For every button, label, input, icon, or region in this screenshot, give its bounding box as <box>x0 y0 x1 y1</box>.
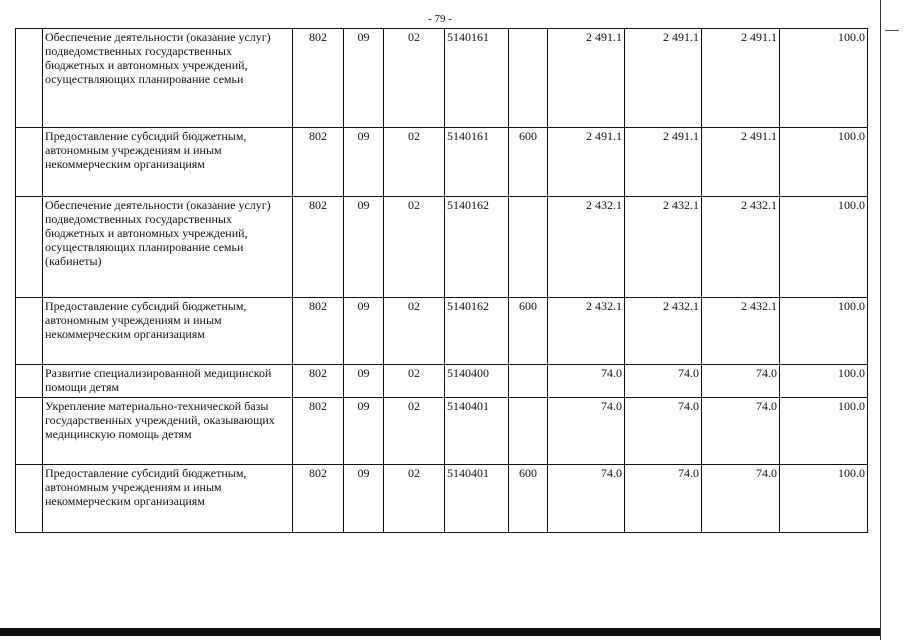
table-row <box>16 128 868 197</box>
table-row <box>16 298 868 365</box>
cell-subsection: 02 <box>384 128 445 197</box>
cell-plan-adjusted: 2 432.1 <box>625 298 702 365</box>
cell-plan: 2 432.1 <box>548 298 625 365</box>
cell-expense-type <box>509 197 548 298</box>
cell-plan-adjusted: 74.0 <box>625 465 702 533</box>
cell-article: 5140162 <box>445 298 509 365</box>
cell-subsection: 02 <box>384 465 445 533</box>
cell-plan-adjusted: 2 491.1 <box>625 128 702 197</box>
cell-plan: 74.0 <box>548 365 625 398</box>
row-margin-cell <box>16 128 43 197</box>
cell-section: 09 <box>344 29 384 128</box>
cell-executed: 74.0 <box>702 365 780 398</box>
cell-name: Развитие специализированной медицинской помощи детям <box>43 365 293 398</box>
cell-subsection: 02 <box>384 197 445 298</box>
cell-name: Предоставление субсидий бюджетным, автономным учреждениям и иным некоммерческим организациям <box>43 465 293 533</box>
page-number: - 79 - <box>428 13 452 25</box>
cell-percent: 100.0 <box>780 128 868 197</box>
cell-article: 5140400 <box>445 365 509 398</box>
cell-executed: 2 491.1 <box>702 128 780 197</box>
row-margin-cell <box>16 365 43 398</box>
cell-name: Предоставление субсидий бюджетным, автономным учреждениям и иным некоммерческим организациям <box>43 298 293 365</box>
cell-executed: 74.0 <box>702 465 780 533</box>
row-margin-cell <box>16 465 43 533</box>
cell-executed: 2 491.1 <box>702 29 780 128</box>
cell-article: 5140161 <box>445 128 509 197</box>
cell-article: 5140401 <box>445 398 509 465</box>
page-bottom-edge <box>0 628 880 636</box>
cell-article: 5140161 <box>445 29 509 128</box>
cell-percent: 100.0 <box>780 197 868 298</box>
cell-expense-type <box>509 398 548 465</box>
cell-section: 09 <box>344 465 384 533</box>
cell-article: 5140162 <box>445 197 509 298</box>
cell-section: 09 <box>344 128 384 197</box>
cell-ministry: 802 <box>293 298 344 365</box>
cell-plan: 74.0 <box>548 398 625 465</box>
row-margin-cell <box>16 197 43 298</box>
cell-percent: 100.0 <box>780 398 868 465</box>
cell-section: 09 <box>344 298 384 365</box>
budget-table <box>15 28 868 533</box>
cell-section: 09 <box>344 365 384 398</box>
cell-name: Обеспечение деятельности (оказание услуг) подведомственных государственных бюджетных и автономных учреждений, осуществляющих планирование семьи (кабинеты) <box>43 197 293 298</box>
cell-plan-adjusted: 74.0 <box>625 365 702 398</box>
cell-expense-type: 600 <box>509 298 548 365</box>
cell-plan: 74.0 <box>548 465 625 533</box>
cell-executed: 2 432.1 <box>702 197 780 298</box>
cell-ministry: 802 <box>293 465 344 533</box>
cell-plan-adjusted: 2 491.1 <box>625 29 702 128</box>
table-row <box>16 398 868 465</box>
cell-plan-adjusted: 74.0 <box>625 398 702 465</box>
cell-expense-type: 600 <box>509 465 548 533</box>
row-margin-cell <box>16 298 43 365</box>
cell-name: Обеспечение деятельности (оказание услуг) подведомственных государственных бюджетных и автономных учреждений, осуществляющих планирование семьи <box>43 29 293 128</box>
cell-ministry: 802 <box>293 398 344 465</box>
cell-percent: 100.0 <box>780 298 868 365</box>
cell-percent: 100.0 <box>780 29 868 128</box>
cell-section: 09 <box>344 197 384 298</box>
cell-ministry: 802 <box>293 365 344 398</box>
table-body <box>16 29 868 533</box>
cell-plan: 2 491.1 <box>548 128 625 197</box>
cell-expense-type <box>509 29 548 128</box>
cell-percent: 100.0 <box>780 365 868 398</box>
cell-plan-adjusted: 2 432.1 <box>625 197 702 298</box>
table-row <box>16 197 868 298</box>
row-margin-cell <box>16 398 43 465</box>
cell-name: Укрепление материально-технической базы государственных учреждений, оказывающих медицинскую помощь детям <box>43 398 293 465</box>
table-row <box>16 29 868 128</box>
cell-section: 09 <box>344 398 384 465</box>
cell-article: 5140401 <box>445 465 509 533</box>
cell-expense-type <box>509 365 548 398</box>
table-row <box>16 365 868 398</box>
cell-expense-type: 600 <box>509 128 548 197</box>
cell-plan: 2 432.1 <box>548 197 625 298</box>
cell-subsection: 02 <box>384 398 445 465</box>
cell-ministry: 802 <box>293 29 344 128</box>
cell-name: Предоставление субсидий бюджетным, автономным учреждениям и иным некоммерческим организациям <box>43 128 293 197</box>
cell-plan: 2 491.1 <box>548 29 625 128</box>
table-row <box>16 465 868 533</box>
scan-mark <box>885 30 899 31</box>
page-right-edge <box>880 0 881 640</box>
cell-ministry: 802 <box>293 128 344 197</box>
cell-subsection: 02 <box>384 298 445 365</box>
cell-executed: 2 432.1 <box>702 298 780 365</box>
row-margin-cell <box>16 29 43 128</box>
cell-percent: 100.0 <box>780 465 868 533</box>
cell-executed: 74.0 <box>702 398 780 465</box>
cell-subsection: 02 <box>384 365 445 398</box>
cell-ministry: 802 <box>293 197 344 298</box>
cell-subsection: 02 <box>384 29 445 128</box>
